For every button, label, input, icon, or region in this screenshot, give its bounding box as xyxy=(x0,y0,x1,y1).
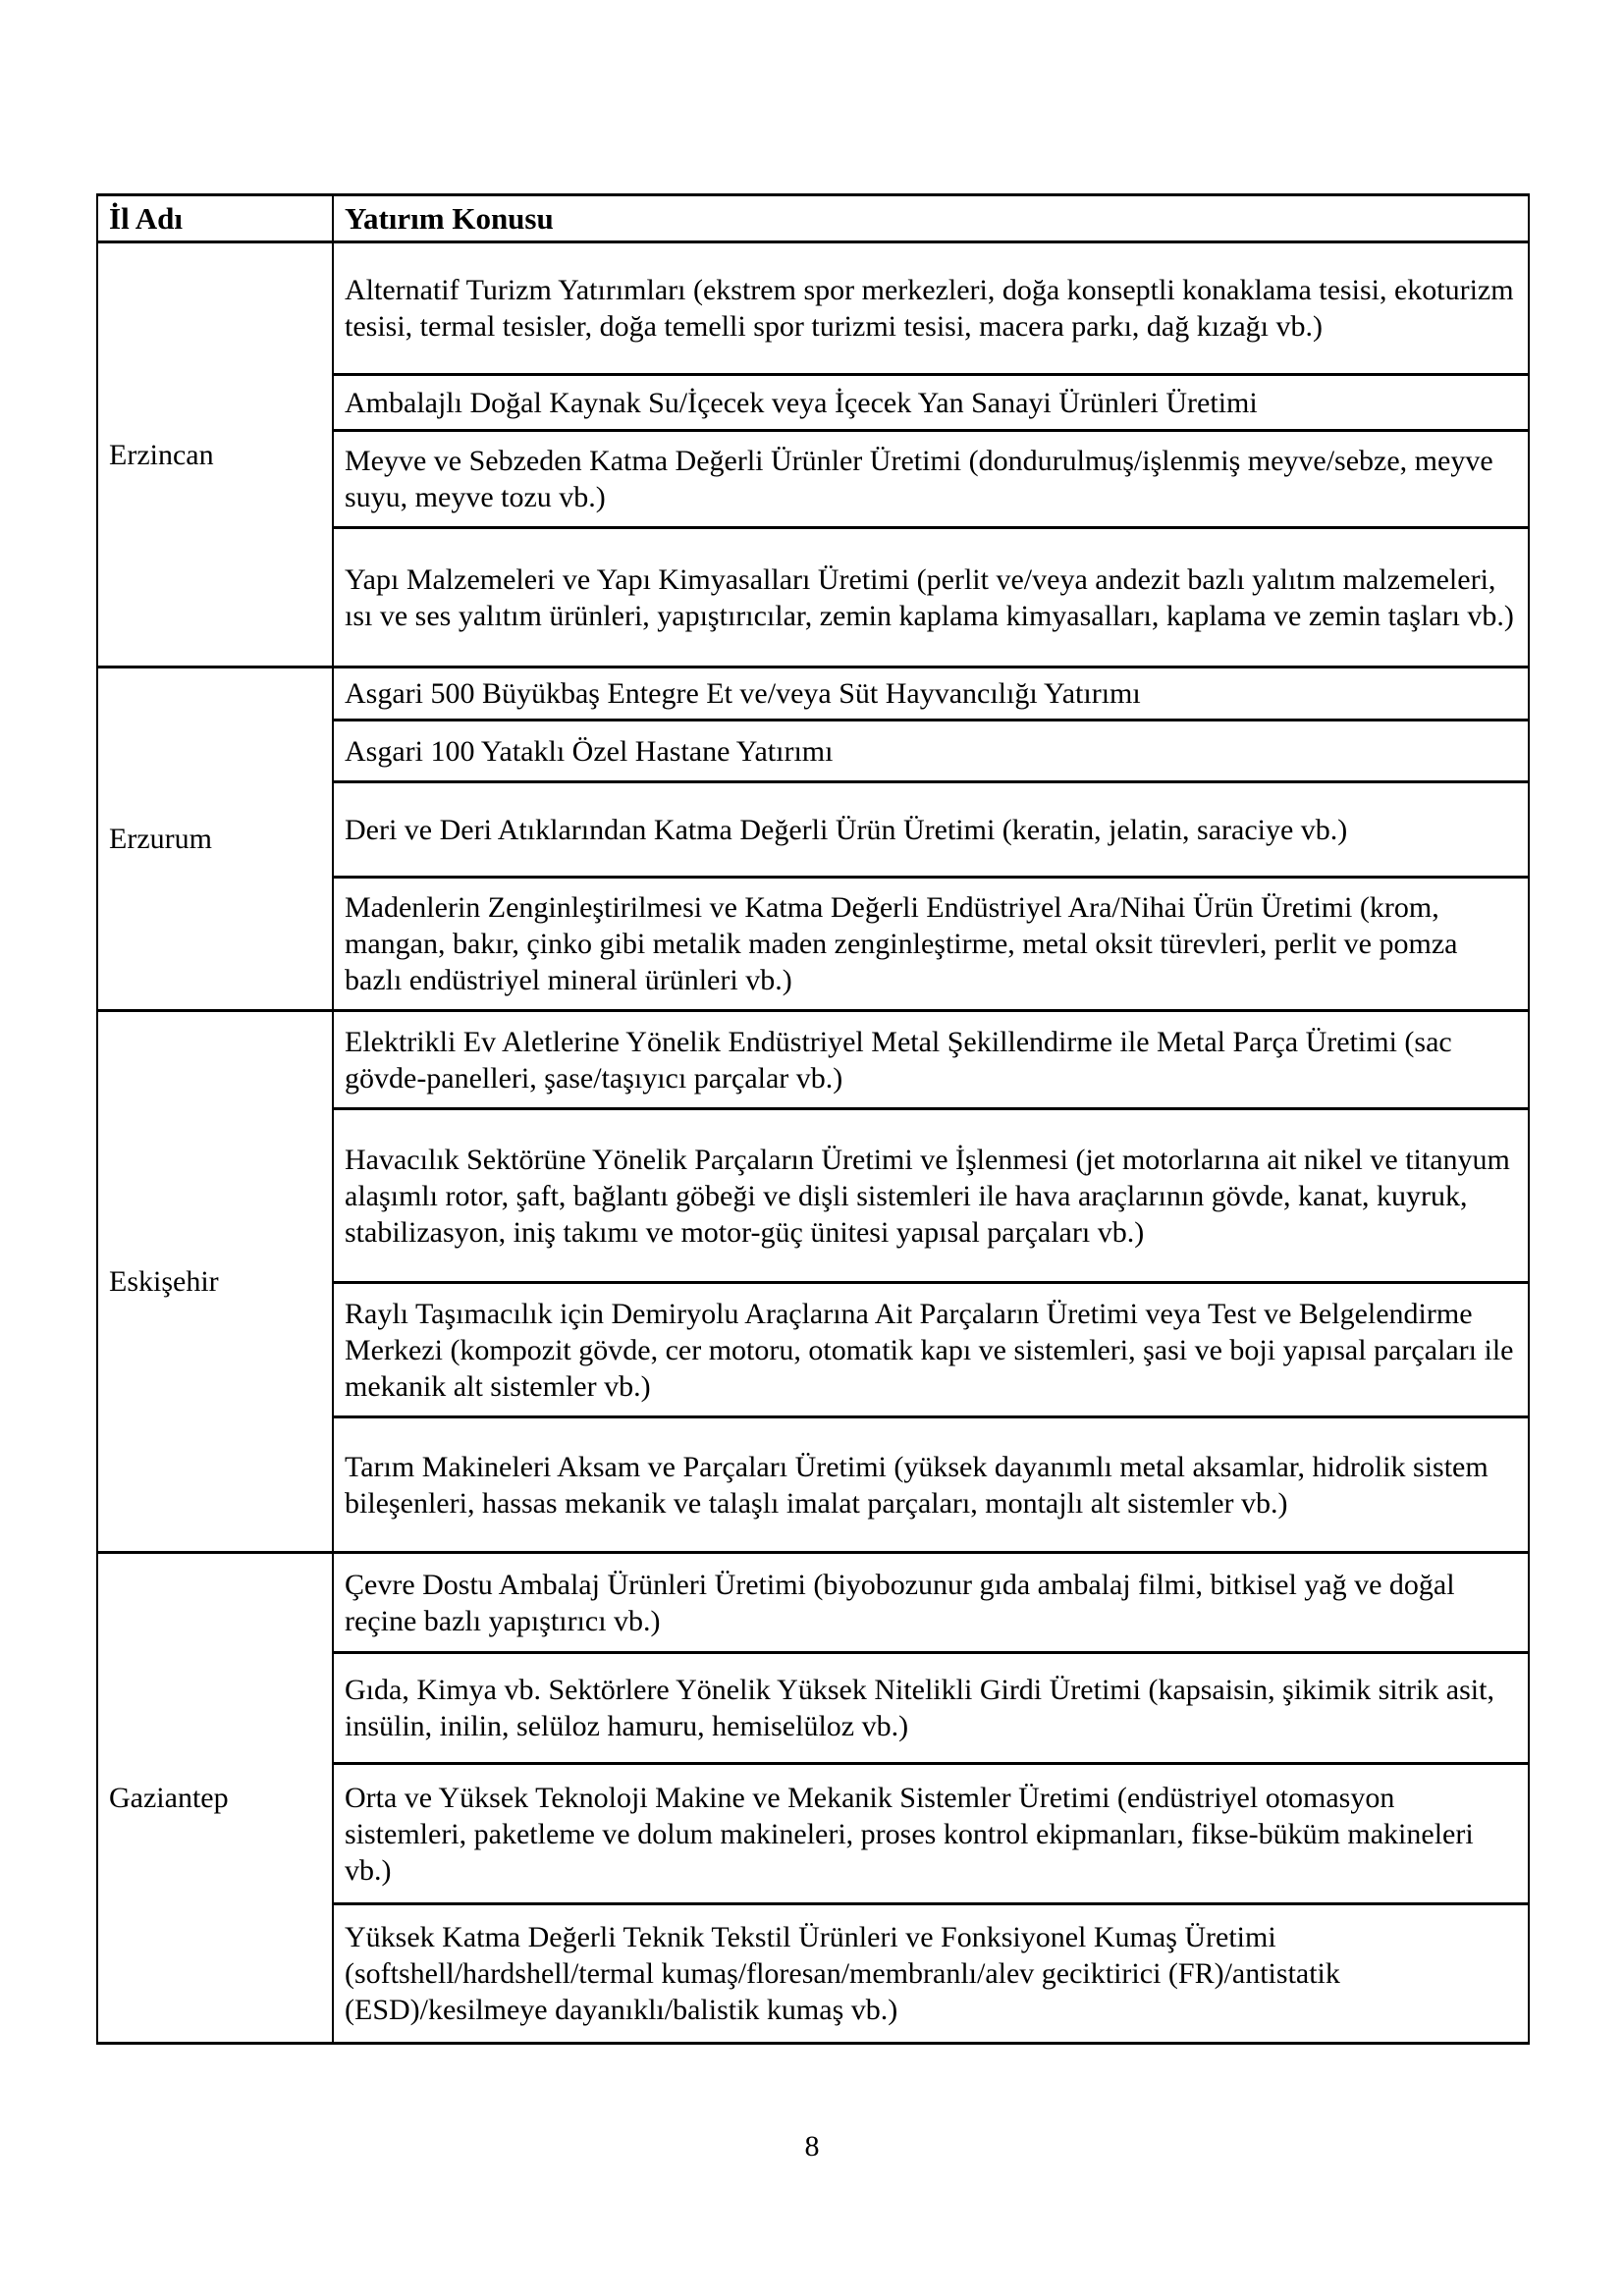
table-header-row xyxy=(97,195,1529,242)
topic-cell: Tarım Makineleri Aksam ve Parçaları Üretimi (yüksek dayanımlı metal aksamlar, hidrolik sistem bileşenleri, hassas mekanik ve talaşlı imalat parçaları, montajlı alt sistemler vb.) xyxy=(333,1417,1529,1553)
topic-cell: Asgari 500 Büyükbaş Entegre Et ve/veya Süt Hayvancılığı Yatırımı xyxy=(333,667,1529,721)
table-row xyxy=(97,667,1529,721)
column-header-province: İl Adı xyxy=(97,195,333,242)
topic-cell: Gıda, Kimya vb. Sektörlere Yönelik Yüksek Nitelikli Girdi Üretimi (kapsaisin, şikimik sitrik asit, insülin, inilin, selüloz hamuru, hemiselüloz vb.) xyxy=(333,1653,1529,1764)
province-cell-eskisehir: Eskişehir xyxy=(97,1011,333,1553)
topic-cell: Çevre Dostu Ambalaj Ürünleri Üretimi (biyobozunur gıda ambalaj filmi, bitkisel yağ ve doğal reçine bazlı yapıştırıcı vb.) xyxy=(333,1553,1529,1653)
page-number: 8 xyxy=(804,2130,820,2163)
province-cell-gaziantep: Gaziantep xyxy=(97,1553,333,2044)
column-header-topic: Yatırım Konusu xyxy=(333,195,1529,242)
table-row xyxy=(97,242,1529,375)
topic-cell: Deri ve Deri Atıklarından Katma Değerli Ürün Üretimi (keratin, jelatin, saraciye vb.) xyxy=(333,782,1529,878)
table-row xyxy=(97,1011,1529,1109)
topic-cell: Asgari 100 Yataklı Özel Hastane Yatırımı xyxy=(333,721,1529,782)
province-cell-erzurum: Erzurum xyxy=(97,667,333,1011)
topic-cell: Orta ve Yüksek Teknoloji Makine ve Mekanik Sistemler Üretimi (endüstriyel otomasyon sistemleri, paketleme ve dolum makineleri, proses kontrol ekipmanları, fikse-büküm makineleri vb.) xyxy=(333,1764,1529,1904)
topic-cell: Havacılık Sektörüne Yönelik Parçaların Üretimi ve İşlenmesi (jet motorlarına ait nikel ve titanyum alaşımlı rotor, şaft, bağlantı göbeği ve dişli sistemleri ile hava araçlarının gövde, kanat, kuyruk, stabilizasyon, iniş takımı ve motor-güç ünitesi yapısal parçaları vb.) xyxy=(333,1109,1529,1283)
table-row xyxy=(97,1553,1529,1653)
investment-table xyxy=(96,193,1530,2045)
topic-cell: Madenlerin Zenginleştirilmesi ve Katma Değerli Endüstriyel Ara/Nihai Ürün Üretimi (krom, mangan, bakır, çinko gibi metalik maden zenginleştirme, metal oksit türevleri, perlit ve pomza bazlı endüstriyel mineral ürünleri vb.) xyxy=(333,878,1529,1011)
topic-cell: Raylı Taşımacılık için Demiryolu Araçlarına Ait Parçaların Üretimi veya Test ve Belgelendirme Merkezi (kompozit gövde, cer motoru, otomatik kapı ve sistemleri, şasi ve boji yapısal parçaları ile mekanik alt sistemler vb.) xyxy=(333,1283,1529,1417)
topic-cell: Meyve ve Sebzeden Katma Değerli Ürünler Üretimi (dondurulmuş/işlenmiş meyve/sebze, meyve suyu, meyve tozu vb.) xyxy=(333,431,1529,528)
topic-cell: Ambalajlı Doğal Kaynak Su/İçecek veya İçecek Yan Sanayi Ürünleri Üretimi xyxy=(333,375,1529,431)
topic-cell: Yapı Malzemeleri ve Yapı Kimyasalları Üretimi (perlit ve/veya andezit bazlı yalıtım malzemeleri, ısı ve ses yalıtım ürünleri, yapıştırıcılar, zemin kaplama kimyasalları, kaplama ve zemin taşları vb.) xyxy=(333,528,1529,667)
province-cell-erzincan: Erzincan xyxy=(97,242,333,667)
topic-cell: Elektrikli Ev Aletlerine Yönelik Endüstriyel Metal Şekillendirme ile Metal Parça Üretimi (sac gövde-panelleri, şase/taşıyıcı parçalar vb.) xyxy=(333,1011,1529,1109)
topic-cell: Yüksek Katma Değerli Teknik Tekstil Ürünleri ve Fonksiyonel Kumaş Üretimi (softshell/hardshell/termal kumaş/floresan/membranlı/alev geciktirici (FR)/antistatik (ESD)/kesilmeye dayanıklı/balistik kumaş vb.) xyxy=(333,1904,1529,2044)
topic-cell: Alternatif Turizm Yatırımları (ekstrem spor merkezleri, doğa konseptli konaklama tesisi, ekoturizm tesisi, termal tesisler, doğa temelli spor turizmi tesisi, macera parkı, dağ kızağı vb.) xyxy=(333,242,1529,375)
